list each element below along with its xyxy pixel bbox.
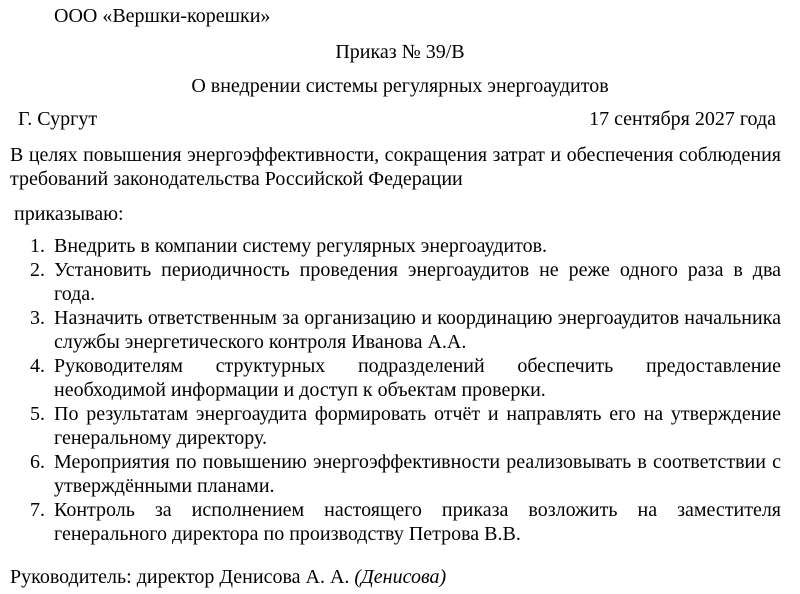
order-item — [30, 450, 781, 498]
order-item — [30, 306, 781, 354]
order-item-number: 7. — [30, 499, 45, 521]
order-date: 17 сентября 2027 года — [589, 108, 776, 130]
organization-name: ООО «Вершки-корешки» — [54, 5, 271, 27]
order-items — [30, 234, 781, 546]
order-item-text: Установить периодичность проведения энергоаудитов не реже одного раза в два года. — [54, 259, 781, 305]
order-item-text: По результатам энергоаудита формировать отчёт и направлять его на утверждение генеральному директору. — [54, 403, 781, 449]
order-item-text: Назначить ответственным за организацию и координацию энергоаудитов начальника службы энергетического контроля Иванова А.А. — [54, 307, 781, 353]
order-item-text: Руководителям структурных подразделений обеспечить предоставление необходимой информации и доступ к объектам проверки. — [54, 355, 781, 401]
order-item — [30, 234, 781, 258]
order-word: приказываю: — [14, 203, 124, 225]
order-item — [30, 258, 781, 306]
order-item-text: Мероприятия по повышению энергоэффективности реализовывать в соответствии с утверждёнными планами. — [54, 451, 781, 497]
preamble: В целях повышения энергоэффективности, сокращения затрат и обеспечения соблюдения требований законодательства Российской Федерации — [10, 144, 781, 190]
order-title: Приказ № 39/В — [335, 41, 465, 63]
signature-handwritten: (Денисова) — [354, 566, 447, 588]
order-item-text: Внедрить в компании систему регулярных энергоаудитов. — [54, 235, 548, 257]
order-subject: О внедрении системы регулярных энергоаудитов — [191, 75, 609, 97]
order-item-number: 3. — [30, 307, 45, 329]
order-item — [30, 354, 781, 402]
city: Г. Сургут — [18, 108, 98, 130]
order-item-number: 2. — [30, 259, 45, 281]
signature-line — [10, 565, 446, 589]
order-item — [30, 498, 781, 546]
order-item-number: 4. — [30, 355, 45, 377]
signature-label: Руководитель: директор Денисова А. А. — [10, 566, 350, 588]
order-item-number: 5. — [30, 403, 45, 425]
order-item-number: 6. — [30, 451, 45, 473]
order-item — [30, 402, 781, 450]
order-item-text: Контроль за исполнением настоящего приказа возложить на заместителя генерального директора по производству Петрова В.В. — [54, 499, 781, 545]
order-item-number: 1. — [30, 235, 45, 257]
